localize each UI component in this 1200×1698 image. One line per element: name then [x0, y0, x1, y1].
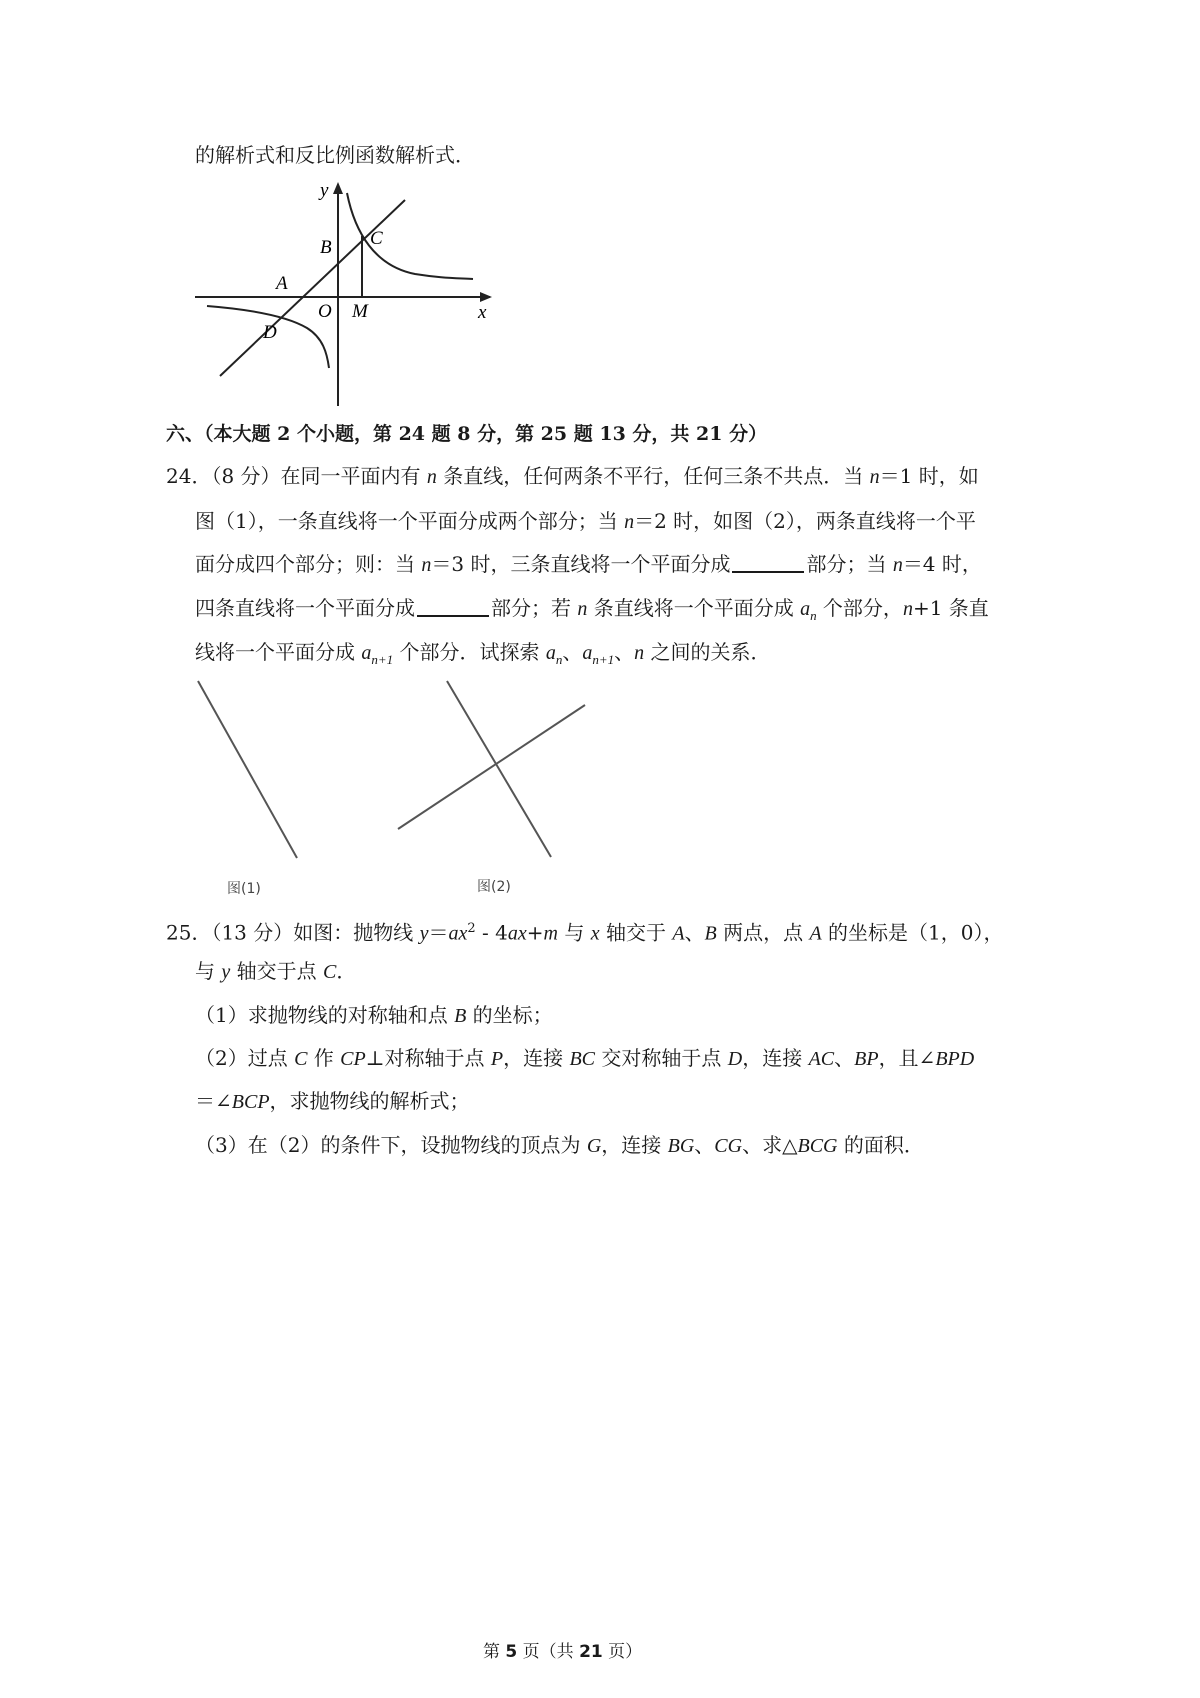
q25-part-2b: ＝∠BCP，求抛物线的解析式；	[195, 1089, 470, 1113]
label-a: A	[276, 273, 288, 294]
q24-line-3: 面分成四个部分；则：当 n＝3 时，三条直线将一个平面分成 部分；当 n＝4 时，	[195, 552, 982, 576]
q25-line-1: 25．（13 分）如图：抛物线 $y=ax^2$ ‐ 4ax+m 与 x 轴交于 A、B 两点，点 A 的坐标是（1，0），	[166, 920, 1004, 945]
label-o: O	[318, 301, 332, 322]
total-pages: 21	[579, 1642, 603, 1662]
answer-blank-1[interactable]	[732, 551, 804, 573]
y-axis-arrow	[333, 182, 343, 194]
figure-2	[390, 675, 595, 865]
figure-2-line-a	[447, 681, 551, 857]
q25-part-2a: （2）过点 C 作 CP⊥对称轴于点 P，连接 BC 交对称轴于点 D，连接 AC、BP，且∠BPD	[195, 1046, 975, 1070]
figure-2-label: 图(2)	[477, 879, 511, 895]
function-graph	[185, 178, 505, 408]
label-m: M	[352, 301, 368, 322]
q24-line-5: 线将一个平面分成 $a_{n+1}$ 个部分．试探索 $a_n$、$a_{n+1}$、n 之间的关系．	[195, 640, 771, 667]
figure-1-label: 图(1)	[227, 881, 261, 897]
linear-function-line	[220, 200, 405, 376]
q25-line-2: 与 y 轴交于点 C．	[195, 959, 357, 983]
q25-part-1: （1）求抛物线的对称轴和点 B 的坐标；	[195, 1003, 553, 1027]
page-number: 5	[505, 1642, 518, 1662]
figure-1-line	[198, 681, 297, 858]
label-d: D	[263, 322, 277, 343]
q24-line-2: 图（1），一条直线将一个平面分成两个部分；当 n＝2 时，如图（2），两条直线将一个平	[195, 509, 976, 533]
section-heading: 六、（本大题 2 个小题，第 24 题 8 分，第 25 题 13 分，共 21 分）	[166, 423, 768, 445]
q24-line-1: 24．（8 分）在同一平面内有 n 条直线，任何两条不平行，任何三条不共点．当 n＝1 时，如	[166, 464, 979, 488]
q25-part-3: （3）在（2）的条件下，设抛物线的顶点为 G，连接 BG、CG、求△BCG 的面积．	[195, 1133, 924, 1157]
intro-line: 的解析式和反比例函数解析式．	[195, 143, 475, 167]
x-axis-arrow	[480, 292, 492, 302]
figure-2-line-b	[398, 705, 585, 829]
label-c: C	[370, 228, 383, 249]
label-x: x	[478, 302, 487, 323]
label-y: y	[320, 180, 329, 201]
q24-line-4: 四条直线将一个平面分成 部分；若 n 条直线将一个平面分成 $a_n$ 个部分，n+1 条直	[195, 596, 989, 623]
page-footer: 第 5 页（共 21 页）	[483, 1642, 643, 1662]
figure-1	[190, 675, 310, 870]
label-b: B	[320, 237, 332, 258]
answer-blank-2[interactable]	[417, 595, 489, 617]
